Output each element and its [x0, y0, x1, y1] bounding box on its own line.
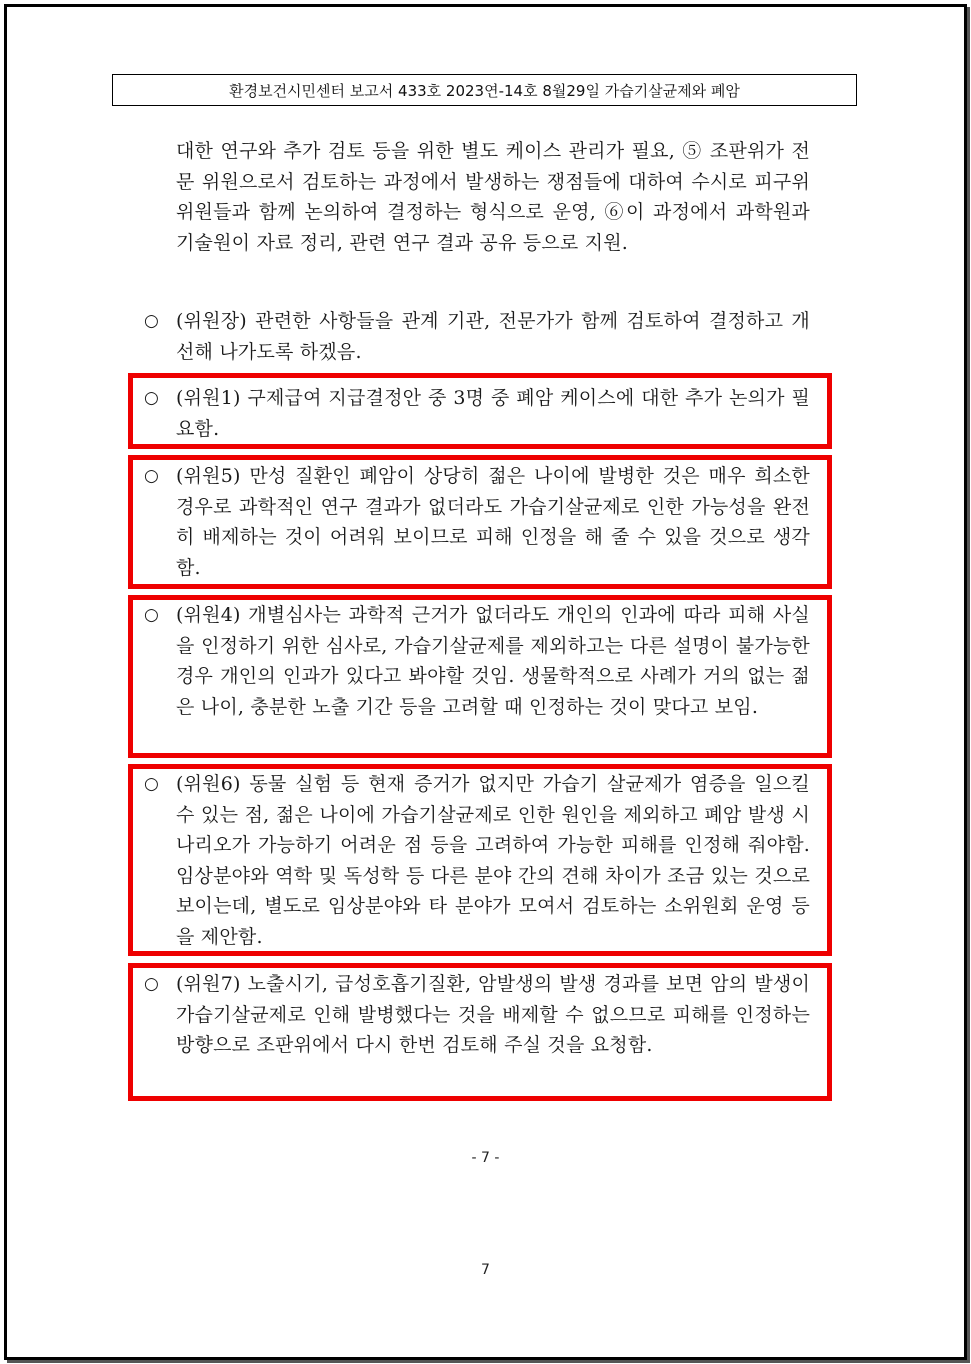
item-text: (위원1) 구제급여 지급결정안 중 3명 중 폐암 케이스에 대한 추가 논의가 필요함. [176, 387, 810, 440]
circle-bullet-icon: ○ [144, 605, 159, 625]
list-item-member4 [140, 600, 812, 722]
circle-bullet-icon: ○ [144, 974, 159, 994]
circle-bullet-icon: ○ [144, 311, 159, 331]
inner-page-number: - 7 - [471, 1150, 500, 1166]
list-item-member6 [140, 769, 812, 952]
item-text: (위원6) 동물 실험 등 현재 증거가 없지만 가습기 살균제가 염증을 일으킬 수 있는 점, 젊은 나이에 가습기살균제로 인한 원인을 제외하고 폐암 발생 시나리오가 가능하기 어려운 점 등을 고려하여 가능한 피해를 인정해 줘야함. 임상분야와 역학 및 독성학 등 다른 분야 간의 견해 차이가 조금 있는 것으로 보이는데, 별도로 임상분야와 타 분야가 모여서 검토하는 소위원회 운영 등을 제안함. [176, 773, 810, 948]
list-item-chair [140, 306, 812, 367]
item-text: (위원장) 관련한 사항들을 관계 기관, 전문가가 함께 검토하여 결정하고 개선해 나가도록 하겠음. [176, 310, 810, 363]
list-item-member7 [140, 969, 812, 1061]
list-item-member5 [140, 461, 812, 583]
item-text: (위원4) 개별심사는 과학적 근거가 없더라도 개인의 인과에 따라 피해 사실을 인정하기 위한 심사로, 가습기살균제를 제외하고는 다른 설명이 불가능한 경우 개인의 인과가 있다고 봐야할 것임. 생물학적으로 사례가 거의 없는 젊은 나이, 충분한 노출 기간 등을 고려할 때 인정하는 것이 맞다고 보임. [176, 604, 810, 718]
report-header-title: 환경보건시민센터 보고서 433호 2023연-14호 8월29일 가습기살균제와 폐암 [229, 81, 740, 100]
outer-page-number: 7 [481, 1262, 490, 1278]
list-item-member1 [140, 383, 812, 444]
item-text: (위원7) 노출시기, 급성호흡기질환, 암발생의 발생 경과를 보면 암의 발생이 가습기살균제로 인해 발병했다는 것을 배제할 수 없으므로 피해를 인정하는 방향으로 조판위에서 다시 한번 검토해 주실 것을 요청함. [176, 973, 810, 1056]
circle-bullet-icon: ○ [144, 466, 159, 486]
circle-bullet-icon: ○ [144, 774, 159, 794]
continuation-paragraph: 대한 연구와 추가 검토 등을 위한 별도 케이스 관리가 필요, ⑤ 조판위가 전문 위원으로서 검토하는 과정에서 발생하는 쟁점들에 대하여 수시로 피구위위원들과 함께 논의하여 결정하는 형식으로 운영, ⑥이 과정에서 과학원과 기술원이 자료 정리, 관련 연구 결과 공유 등으로 지원. [176, 140, 810, 254]
report-header [112, 74, 857, 106]
circle-bullet-icon: ○ [144, 388, 159, 408]
item-text: (위원5) 만성 질환인 폐암이 상당히 젊은 나이에 발병한 것은 매우 희소한 경우로 과학적인 연구 결과가 없더라도 가습기살균제로 인한 가능성을 완전히 배제하는 것이 어려워 보이므로 피해 인정을 해 줄 수 있을 것으로 생각함. [176, 465, 810, 579]
